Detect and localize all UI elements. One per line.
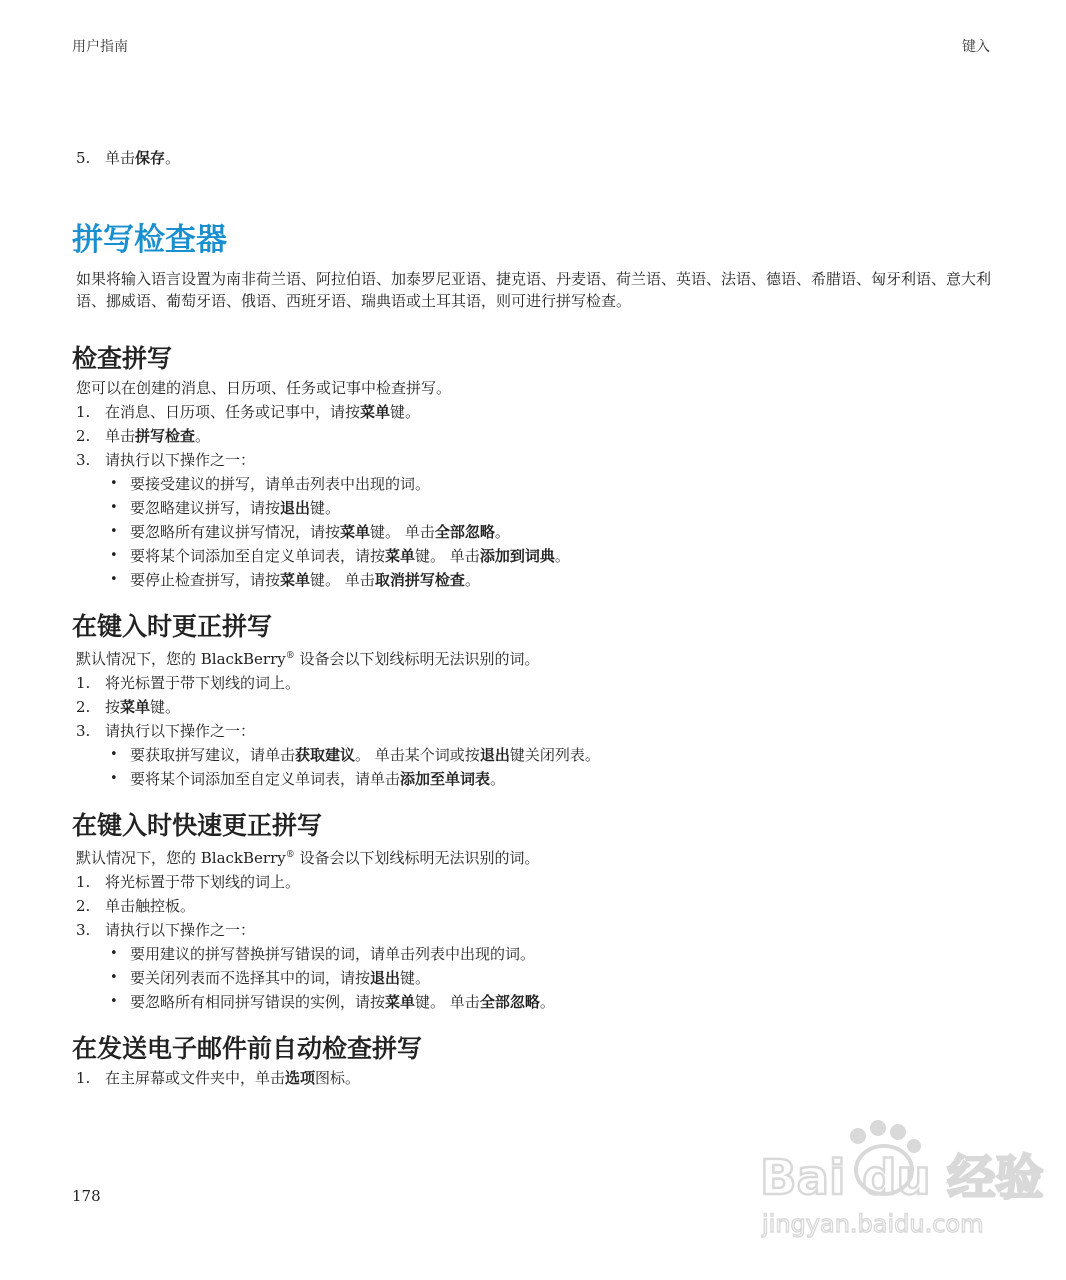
bullet-icon: •: [110, 747, 118, 762]
heading-quick-correct: 在键入时快速更正拼写: [72, 811, 323, 840]
bullet-item: • 要将某个词添加至自定义单词表，请按菜单键。 单击添加到词典。: [72, 544, 1002, 568]
spell-checker-description: 如果将输入语言设置为南非荷兰语、阿拉伯语、加泰罗尼亚语、捷克语、丹麦语、荷兰语、英语、法语、德语、希腊语、匈牙利语、意大利语、挪威语、葡萄牙语、俄语、西班牙语、瑞典语或土耳其语，则可进行拼写检查。: [76, 270, 992, 310]
step: 3. 请执行以下操作之一：: [76, 921, 256, 939]
step-save: 5. 单击保存。: [76, 149, 181, 167]
bullet-item: • 要关闭列表而不选择其中的词，请按退出键。: [72, 966, 1002, 990]
step: 3. 请执行以下操作之一：: [76, 722, 256, 740]
bullet-item: • 要忽略所有建议拼写情况，请按菜单键。 单击全部忽略。: [72, 520, 1002, 544]
correct-typing-intro: 默认情况下，您的 BlackBerry® 设备会以下划线标明无法识别的词。: [76, 650, 540, 668]
bullet-icon: •: [110, 548, 118, 563]
bullet-item: • 要忽略建议拼写，请按退出键。: [72, 496, 1002, 520]
page-content: [72, 146, 1002, 1090]
step: 2. 按菜单键。: [76, 698, 181, 716]
bullet-icon: •: [110, 572, 118, 587]
watermark-brand: Bai du 经验: [760, 1150, 1044, 1206]
bullet-item: • 要获取拼写建议，请单击获取建议。 单击某个词或按退出键关闭列表。: [72, 743, 1002, 767]
step: 1. 在主屏幕或文件夹中，单击选项图标。: [76, 1069, 361, 1087]
bullet-item: • 要用建议的拼写替换拼写错误的词，请单击列表中出现的词。: [72, 942, 1002, 966]
bullet-item: • 要接受建议的拼写，请单击列表中出现的词。: [72, 472, 1002, 496]
bullet-icon: •: [110, 970, 118, 985]
bullet-item: • 要忽略所有相同拼写错误的实例，请按菜单键。 单击全部忽略。: [72, 990, 1002, 1014]
bullet-icon: •: [110, 771, 118, 786]
step: 3. 请执行以下操作之一：: [76, 451, 256, 469]
step: 1. 将光标置于带下划线的词上。: [76, 674, 301, 692]
step: 1. 在消息、日历项、任务或记事中，请按菜单键。: [76, 403, 421, 421]
step: 2. 单击触控板。: [76, 897, 196, 915]
page-number: 178: [72, 1187, 101, 1205]
header-doc-title: 用户指南: [72, 39, 128, 55]
bullet-icon: •: [110, 994, 118, 1009]
bullet-icon: •: [110, 524, 118, 539]
bullet-icon: •: [110, 476, 118, 491]
section-title-spell-checker: 拼写检查器: [72, 222, 227, 258]
bullet-item: • 要将某个词添加至自定义单词表，请单击添加至单词表。: [72, 767, 1002, 791]
step: 2. 单击拼写检查。: [76, 427, 211, 445]
bullet-icon: •: [110, 946, 118, 961]
watermark-url: jingyan.baidu.com: [762, 1210, 984, 1238]
heading-correct-while-typing: 在键入时更正拼写: [72, 612, 273, 641]
baidu-watermark-icon: [756, 1118, 1044, 1268]
bullet-item: • 要停止检查拼写，请按菜单键。 单击取消拼写检查。: [72, 568, 1002, 592]
bullet-icon: •: [110, 500, 118, 515]
header-chapter: 键入: [962, 39, 990, 55]
check-spelling-intro: 您可以在创建的消息、日历项、任务或记事中检查拼写。: [76, 379, 452, 397]
quick-correct-intro: 默认情况下，您的 BlackBerry® 设备会以下划线标明无法识别的词。: [76, 849, 540, 867]
heading-check-spelling: 检查拼写: [72, 344, 173, 373]
step: 1. 将光标置于带下划线的词上。: [76, 873, 301, 891]
heading-auto-check: 在发送电子邮件前自动检查拼写: [72, 1034, 423, 1063]
